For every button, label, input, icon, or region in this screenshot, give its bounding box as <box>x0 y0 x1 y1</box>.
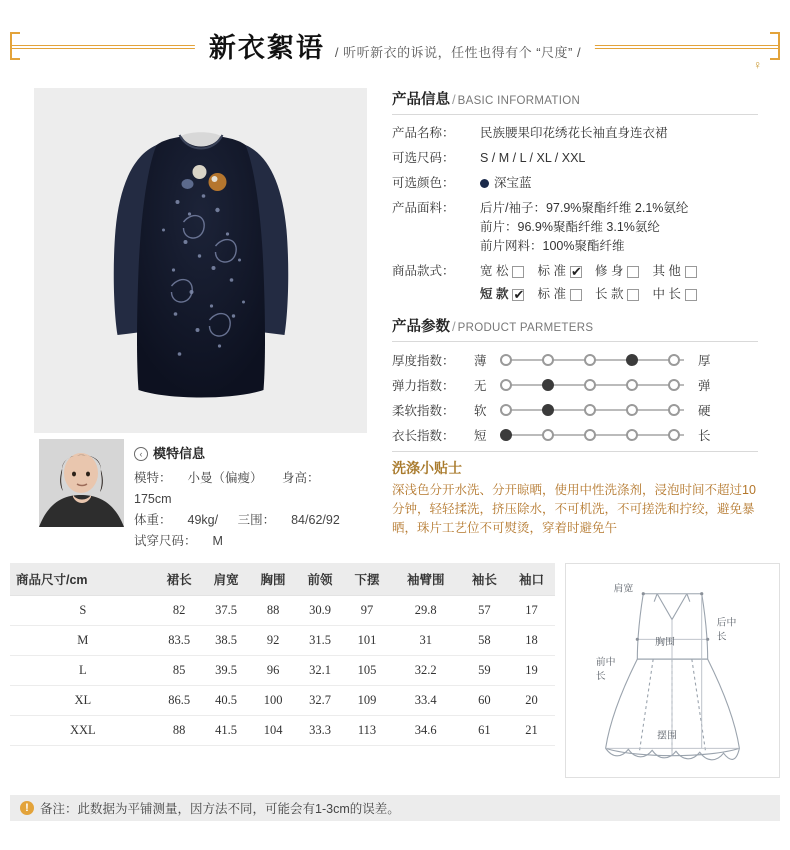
size-cell-2-6: 32.2 <box>390 656 460 686</box>
size-col-header-2: 肩宽 <box>203 563 250 596</box>
spec-value-colors: 深宝蓝 <box>494 176 532 190</box>
size-cell-1-1: 83.5 <box>156 626 203 656</box>
wash-tips-block <box>392 451 758 538</box>
banner-text-group <box>195 26 595 65</box>
size-cell-1-7: 58 <box>461 626 508 656</box>
size-cell-0-1: 82 <box>156 596 203 626</box>
size-col-header-3: 胸围 <box>250 563 297 596</box>
param-row-softness <box>392 401 758 419</box>
spec-row-name <box>392 121 758 146</box>
model-value-2: 49kg/ <box>187 513 219 527</box>
size-col-header-8: 袖口 <box>508 563 555 596</box>
left-arrow-icon: ‹ <box>134 447 148 461</box>
size-cell-3-1: 86.5 <box>156 686 203 716</box>
param-dot-2[interactable] <box>542 404 554 416</box>
style-option-slim[interactable] <box>595 262 639 281</box>
size-col-header-7: 袖长 <box>461 563 508 596</box>
model-value-2b: 84/62/92 <box>291 513 340 527</box>
size-table <box>10 563 555 746</box>
length-option-standard[interactable] <box>537 285 581 304</box>
length-option-short-checkbox[interactable] <box>512 289 524 301</box>
size-cell-3-7: 60 <box>461 686 508 716</box>
table-row <box>10 716 555 746</box>
model-value-1b: 175cm <box>134 492 172 506</box>
model-label-1b: 身高： <box>282 471 320 485</box>
spec-label-style: 商品款式： <box>392 264 455 278</box>
parameters-heading-en: PRODUCT PARMETERS <box>457 322 594 334</box>
length-option-long-label: 长 款 <box>594 287 624 301</box>
model-info-text <box>134 443 366 552</box>
spec-value-sizes: S / M / L / XL / XXL <box>480 151 586 165</box>
param-min-softness: 软 <box>474 404 487 418</box>
length-option-midi-label: 中 长 <box>652 287 681 301</box>
param-dot-1[interactable] <box>500 354 512 366</box>
param-scale-softness[interactable] <box>500 403 690 417</box>
table-row <box>10 596 555 626</box>
model-info-block <box>34 437 367 548</box>
param-dot-3[interactable] <box>584 404 596 416</box>
banner-bracket-right <box>770 32 780 60</box>
size-cell-3-2: 40.5 <box>203 686 250 716</box>
basic-info-heading-sep: / <box>452 92 456 107</box>
model-value-1: 小曼（偏瘦） <box>187 471 263 485</box>
param-dot-3[interactable] <box>584 379 596 391</box>
style-option-loose[interactable] <box>480 262 524 281</box>
style-option-slim-label: 修 身 <box>594 264 624 278</box>
spec-label-fabric: 产品面料： <box>392 201 455 215</box>
style-option-loose-label: 宽 松 <box>480 264 509 278</box>
size-cell-3-4: 32.7 <box>297 686 344 716</box>
size-cell-0-4: 30.9 <box>297 596 344 626</box>
diagram-label-front-2: 长 <box>595 670 606 682</box>
dress-measure-illustration <box>566 564 779 777</box>
size-cell-1-8: 18 <box>508 626 555 656</box>
param-dot-5[interactable] <box>668 379 680 391</box>
size-cell-4-8: 21 <box>508 716 555 746</box>
basic-info-heading-cn: 产品信息 <box>392 92 450 108</box>
style-option-standard-checkbox[interactable] <box>570 266 582 278</box>
parameters-heading <box>392 315 758 342</box>
style-options-row-1 <box>480 262 758 281</box>
diagram-label-hem: 摆围 <box>657 730 677 742</box>
param-row-thickness <box>392 351 758 369</box>
length-option-standard-label: 标 准 <box>537 287 566 301</box>
size-col-header-1: 裙长 <box>156 563 203 596</box>
size-col-header-6: 袖臂围 <box>390 563 460 596</box>
length-option-midi[interactable] <box>652 285 696 304</box>
spec-label-colors: 可选颜色： <box>392 176 455 190</box>
param-max-length: 长 <box>698 429 711 443</box>
size-cell-1-4: 31.5 <box>297 626 344 656</box>
female-symbol-icon: ♀ <box>753 58 762 72</box>
banner-subtitle: / 听听新衣的诉说，任性也得有个 “尺度” / <box>334 45 582 60</box>
size-cell-2-4: 32.1 <box>297 656 344 686</box>
fabric-line-2: 前片：96.9%聚酯纤维 3.1%氨纶 <box>480 220 660 234</box>
param-scale-thickness[interactable] <box>500 353 690 367</box>
param-min-elasticity: 无 <box>474 379 487 393</box>
size-col-header-0: 商品尺寸/cm <box>10 563 156 596</box>
size-cell-0-8: 17 <box>508 596 555 626</box>
size-cell-3-5: 109 <box>344 686 391 716</box>
length-option-standard-checkbox[interactable] <box>570 289 582 301</box>
size-cell-2-5: 105 <box>344 656 391 686</box>
basic-info-heading-en: BASIC INFORMATION <box>457 95 581 107</box>
page-banner <box>0 18 790 74</box>
param-dot-5[interactable] <box>668 429 680 441</box>
model-info-title-row <box>134 443 366 464</box>
param-dot-4[interactable] <box>626 379 638 391</box>
size-cell-0-5: 97 <box>344 596 391 626</box>
size-cell-4-4: 33.3 <box>297 716 344 746</box>
param-min-length: 短 <box>474 429 487 443</box>
model-value-3: M <box>212 534 223 548</box>
size-cell-0-7: 57 <box>461 596 508 626</box>
param-scale-elasticity[interactable] <box>500 378 690 392</box>
banner-title: 新衣絮语 <box>208 33 325 63</box>
length-option-long-checkbox[interactable] <box>627 289 639 301</box>
basic-info-heading <box>392 88 758 115</box>
diagram-label-shoulder: 肩宽 <box>613 583 634 595</box>
param-label-thickness: 厚度指数： <box>392 354 455 368</box>
model-photo <box>39 439 124 527</box>
size-cell-0-2: 37.5 <box>203 596 250 626</box>
fabric-line-1: 后片/袖子：97.9%聚酯纤维 2.1%氨纶 <box>480 201 689 215</box>
param-dot-5[interactable] <box>668 404 680 416</box>
diagram-label-bust: 胸围 <box>655 637 675 649</box>
diagram-label-back-1: 后中 <box>716 617 737 629</box>
length-option-short-label: 短 款 <box>480 287 509 301</box>
param-dot-1[interactable] <box>500 429 512 441</box>
footnote-bar <box>10 795 780 821</box>
size-cell-3-8: 20 <box>508 686 555 716</box>
wash-tips-title: 洗涤小贴士 <box>392 460 462 476</box>
style-option-loose-checkbox[interactable] <box>512 266 524 278</box>
size-cell-1-6: 31 <box>390 626 460 656</box>
param-dot-4[interactable] <box>626 354 638 366</box>
spec-value-fabric <box>480 196 758 259</box>
size-cell-4-2: 41.5 <box>203 716 250 746</box>
size-cell-3-3: 100 <box>250 686 297 716</box>
spec-value-name: 民族腰果印花绣花长袖直身连衣裙 <box>480 126 668 140</box>
basic-info-table <box>392 121 758 307</box>
spec-label-sizes: 可选尺码： <box>392 151 455 165</box>
model-row-2 <box>134 510 366 531</box>
param-dot-3[interactable] <box>584 429 596 441</box>
exclamation-icon: ! <box>20 801 34 815</box>
size-cell-0-3: 88 <box>250 596 297 626</box>
model-label-2: 体重： <box>134 513 172 527</box>
param-row-elasticity <box>392 376 758 394</box>
footnote-text: 备注：此数据为平铺测量，因方法不同，可能会有1-3cm的误差。 <box>40 802 400 816</box>
size-cell-4-3: 104 <box>250 716 297 746</box>
spec-value-colors-cell <box>480 171 758 196</box>
size-cell-1-2: 38.5 <box>203 626 250 656</box>
length-option-midi-checkbox[interactable] <box>685 289 697 301</box>
spec-row-style <box>392 259 758 307</box>
size-cell-2-8: 19 <box>508 656 555 686</box>
model-info-title: 模特信息 <box>153 446 206 461</box>
size-cell-0-6: 29.8 <box>390 596 460 626</box>
spec-row-fabric <box>392 196 758 259</box>
param-label-length: 衣长指数： <box>392 429 455 443</box>
wash-tips-text: 深浅色分开水洗、分开晾晒，使用中性洗涤剂，浸泡时间不超过10分钟，轻轻揉洗，挤压除水，不可机洗，不可搓洗和拧绞，避免暴晒，珠片工艺位不可熨烫，穿着时避免午 <box>392 483 756 535</box>
color-swatch-icon <box>480 179 489 188</box>
size-cell-2-3: 96 <box>250 656 297 686</box>
param-label-softness: 柔软指数： <box>392 404 455 418</box>
model-row-3 <box>134 531 366 552</box>
param-min-thickness: 薄 <box>474 354 487 368</box>
spec-row-colors <box>392 171 758 196</box>
model-row-1 <box>134 468 366 510</box>
diagram-label-front-1: 前中 <box>595 657 616 669</box>
size-cell-4-1: 88 <box>156 716 203 746</box>
style-option-other-checkbox[interactable] <box>685 266 697 278</box>
length-option-long[interactable] <box>595 285 639 304</box>
info-column <box>392 88 758 538</box>
measurement-diagram <box>565 563 780 778</box>
table-row <box>10 656 555 686</box>
product-photo <box>34 88 367 433</box>
style-option-standard[interactable] <box>537 262 581 281</box>
style-option-slim-checkbox[interactable] <box>627 266 639 278</box>
param-dot-2[interactable] <box>542 379 554 391</box>
parameters-heading-cn: 产品参数 <box>392 319 450 335</box>
size-cell-2-0: L <box>10 656 156 686</box>
size-cell-1-3: 92 <box>250 626 297 656</box>
style-option-other-label: 其 他 <box>652 264 681 278</box>
table-row <box>10 686 555 716</box>
param-dot-3[interactable] <box>584 354 596 366</box>
param-max-thickness: 厚 <box>698 354 711 368</box>
model-portrait-illustration <box>39 439 124 527</box>
length-option-short[interactable] <box>480 285 524 304</box>
param-dot-4[interactable] <box>626 404 638 416</box>
size-cell-3-6: 33.4 <box>390 686 460 716</box>
parameters-list <box>392 351 758 444</box>
param-label-elasticity: 弹力指数： <box>392 379 455 393</box>
model-label-3: 试穿尺码： <box>134 534 197 548</box>
size-cell-4-0: XXL <box>10 716 156 746</box>
table-row <box>10 626 555 656</box>
size-cell-4-5: 113 <box>344 716 391 746</box>
size-cell-3-0: XL <box>10 686 156 716</box>
size-cell-2-1: 85 <box>156 656 203 686</box>
param-max-softness: 硬 <box>698 404 711 418</box>
size-cell-4-7: 61 <box>461 716 508 746</box>
style-option-standard-label: 标 准 <box>537 264 566 278</box>
style-option-other[interactable] <box>652 262 696 281</box>
param-dot-2[interactable] <box>542 429 554 441</box>
spec-label-name: 产品名称： <box>392 126 455 140</box>
size-cell-2-2: 39.5 <box>203 656 250 686</box>
spec-value-style <box>480 259 758 307</box>
param-row-length <box>392 426 758 444</box>
param-dot-4[interactable] <box>626 429 638 441</box>
diagram-label-back-2: 长 <box>716 631 727 643</box>
param-max-elasticity: 弹 <box>698 379 711 393</box>
banner-bracket-left <box>10 32 20 60</box>
size-table-head <box>10 563 555 596</box>
size-cell-0-0: S <box>10 596 156 626</box>
size-cell-2-7: 59 <box>461 656 508 686</box>
param-scale-length[interactable] <box>500 428 690 442</box>
size-table-body <box>10 596 555 746</box>
size-cell-1-0: M <box>10 626 156 656</box>
style-options-row-2 <box>480 285 758 304</box>
param-dot-2[interactable] <box>542 354 554 366</box>
size-cell-1-5: 101 <box>344 626 391 656</box>
parameters-heading-sep: / <box>452 319 456 334</box>
size-col-header-5: 下摆 <box>344 563 391 596</box>
param-dot-1[interactable] <box>500 404 512 416</box>
dress-illustration <box>93 110 308 415</box>
size-table-block <box>10 563 555 746</box>
param-dot-1[interactable] <box>500 379 512 391</box>
spec-row-sizes <box>392 146 758 171</box>
size-cell-4-6: 34.6 <box>390 716 460 746</box>
param-dot-5[interactable] <box>668 354 680 366</box>
model-label-2b: 三围： <box>237 513 276 527</box>
fabric-line-3: 前片网料：100%聚酯纤维 <box>480 239 625 253</box>
size-col-header-4: 前领 <box>297 563 344 596</box>
size-table-header-row <box>10 563 555 596</box>
model-label-1: 模特： <box>134 471 172 485</box>
